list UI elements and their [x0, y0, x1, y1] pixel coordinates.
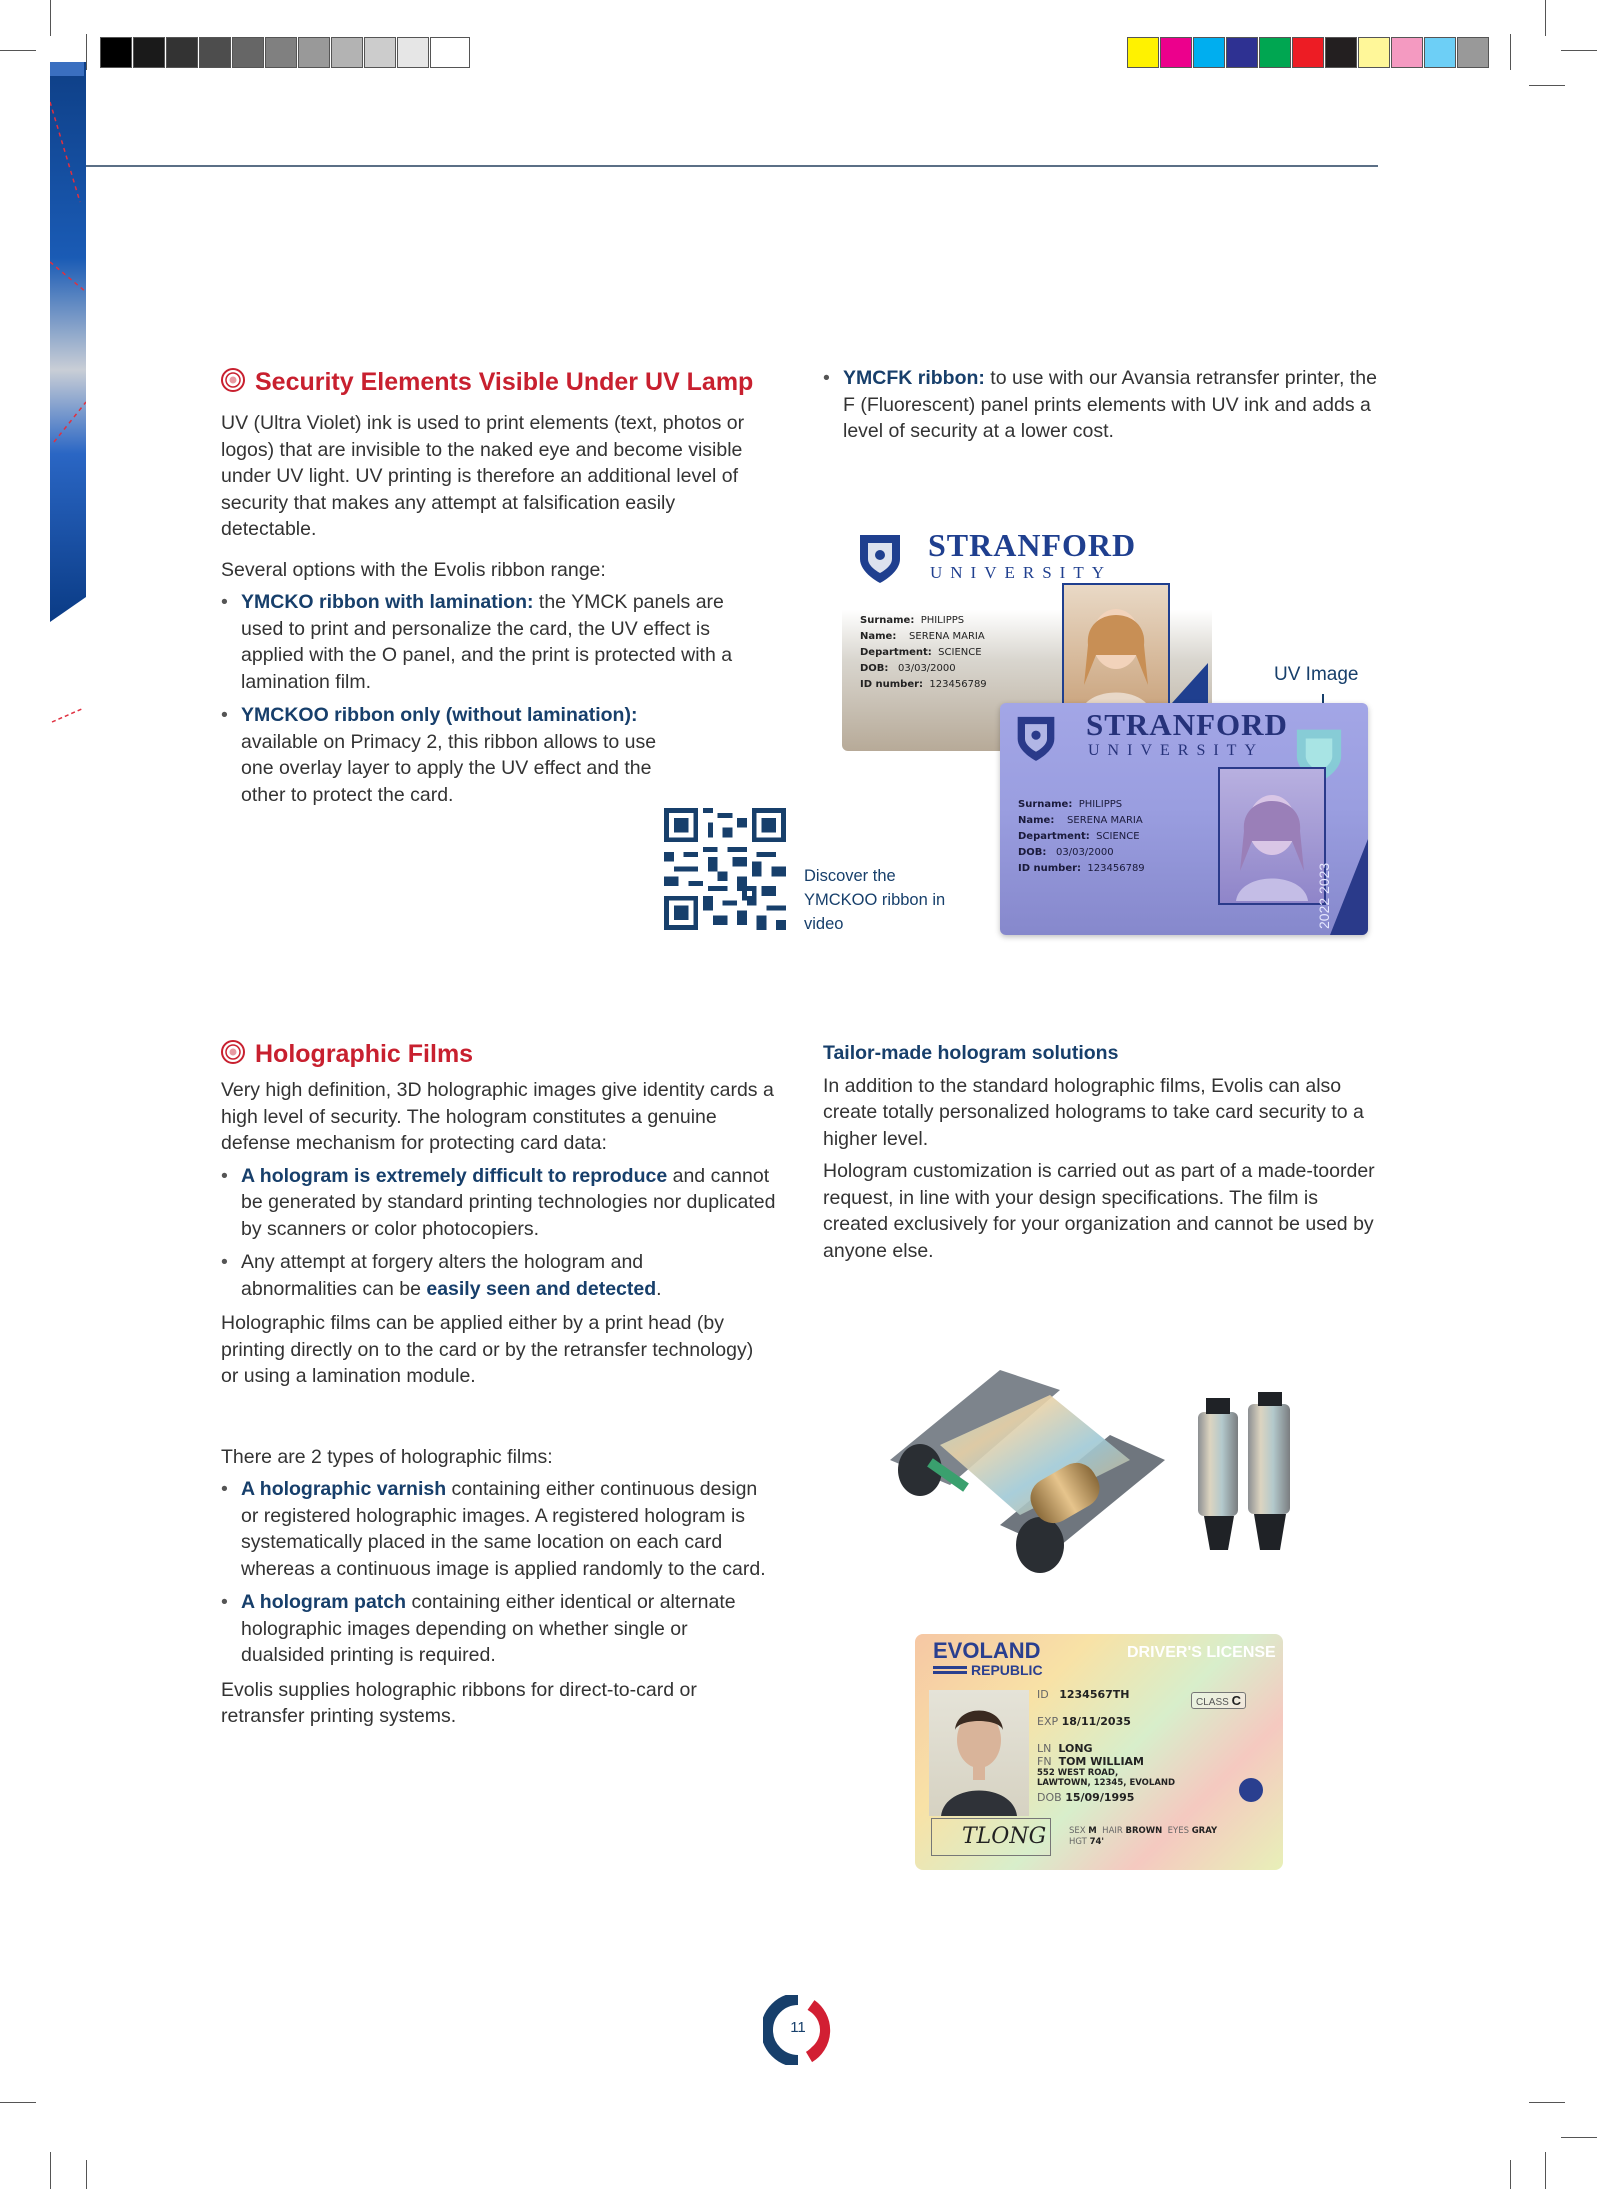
license-address-2: LAWTOWN, 12345, EVOLAND: [1037, 1778, 1176, 1788]
uv-image-label: UV Image: [1274, 664, 1359, 685]
card-corner-triangle: [1172, 663, 1208, 703]
university-sub: UNIVERSITY: [930, 563, 1112, 582]
card-field: DOB: 03/03/2000: [1018, 847, 1114, 858]
card-years: 2022 2023: [1316, 862, 1332, 929]
university-name: STRANFORD: [1086, 707, 1288, 742]
holo-intro: Very high definition, 3D holographic images give identity cards a high level of security. The hologram constitutes a genuine defense mechanism for protecting card data:: [221, 1079, 774, 1154]
uv-ymcfk-item: [823, 365, 1383, 453]
page-number: 11: [790, 2019, 806, 2036]
card-field: ID number: 123456789: [1018, 863, 1145, 874]
card-field: Department: SCIENCE: [1018, 831, 1140, 842]
license-ln: LN LONG: [1037, 1742, 1093, 1755]
license-fn: FN TOM WILLIAM: [1037, 1755, 1144, 1768]
holographic-ribbon-cassette-image: [880, 1350, 1170, 1580]
header-rule: [86, 165, 1378, 167]
license-dob: DOB 15/09/1995: [1037, 1791, 1135, 1804]
license-signature: TLONG: [931, 1818, 1051, 1856]
license-doc-type: DRIVER'S LICENSE: [1127, 1644, 1276, 1661]
tailor-p1: In addition to the standard holographic films, Evolis can also create totally personalized holograms to take card security to a higher level.: [823, 1074, 1364, 1150]
uv-options-intro: Several options with the Evolis ribbon range:: [221, 558, 606, 581]
list-item: • A hologram is extremely difficult to reproduce and cannot be generated by standard printing technologies nor duplicated by scanners or color photocopiers.: [221, 1163, 781, 1243]
tailor-p2: Hologram customization is carried out as part of a made-toorder request, in line with your design specifications. The film is created exclusively for your organization and cannot be used by anyone else.: [823, 1160, 1375, 1262]
card-field: Name: SERENA MARIA: [860, 631, 985, 642]
qr-code[interactable]: [664, 808, 786, 930]
holo-closing: Evolis supplies holographic ribbons for direct-to-card or retransfer printing systems.: [221, 1678, 697, 1727]
holo-types-intro: There are 2 types of holographic films:: [221, 1445, 553, 1468]
tailor-title: Tailor-made hologram solutions: [823, 1042, 1119, 1064]
card-field: Surname: PHILIPPS: [860, 615, 965, 626]
university-crest-icon: [856, 529, 904, 585]
list-item: • A holographic varnish containing either continuous design or registered holographic images. A registered hologram is systematically placed in the same location on each card whereas a continuous image is applied randomly to the card.: [221, 1476, 766, 1582]
uv-intro: UV (Ultra Violet) ink is used to print elements (text, photos or logos) that are invisible to the naked eye and become visible under UV light. UV printing is therefore an additional level of security that makes any attempt at falsification easily detectable.: [221, 412, 745, 540]
uv-section-body: [221, 410, 781, 816]
university-name: STRANFORD: [928, 527, 1137, 563]
qr-caption: Discover the YMCKOO ribbon in video: [804, 867, 946, 933]
license-physical-row: SEX M HAIR BROWN EYES GRAY HGT 74': [1069, 1826, 1218, 1847]
student-card-uv: [1000, 703, 1368, 935]
holo-types-list: [221, 1476, 766, 1669]
id-photo: [1218, 767, 1326, 905]
target-bullet-icon: [220, 367, 246, 393]
university-crest-icon: [1014, 711, 1058, 763]
left-decorative-strip: [50, 62, 86, 622]
license-photo: [929, 1690, 1029, 1816]
card-field: Department: SCIENCE: [860, 647, 982, 658]
license-seal-icon: [1239, 1778, 1263, 1802]
license-class-badge: CLASS C: [1191, 1692, 1246, 1709]
id-photo: [1062, 583, 1170, 717]
target-bullet-icon: [220, 1039, 246, 1065]
red-dashed-mark: [50, 700, 86, 730]
uv-section-title: Security Elements Visible Under UV Lamp: [255, 368, 754, 396]
license-flag-stripes: [933, 1666, 967, 1674]
card-field: ID number: 123456789: [860, 679, 987, 690]
drivers-license-card: [915, 1634, 1283, 1870]
card-field: DOB: 03/03/2000: [860, 663, 956, 674]
license-exp: EXP 18/11/2035: [1037, 1715, 1131, 1728]
card-field: Surname: PHILIPPS: [1018, 799, 1123, 810]
holo-benefit-list: [221, 1163, 781, 1303]
page-number-badge: [763, 1995, 833, 2065]
license-id: ID 1234567TH: [1037, 1688, 1130, 1701]
holo-section-title: Holographic Films: [255, 1040, 474, 1068]
holo-application: Holographic films can be applied either by a print head (by printing directly on to the card or by the retransfer technology) or using a lamination module.: [221, 1312, 754, 1387]
list-item: • A hologram patch containing either identical or alternate holographic images depending on whether single or dualsided printing is required.: [221, 1589, 771, 1669]
hologram-ribbon-rolls-image: [1190, 1390, 1302, 1560]
uv-ribbon-list: [221, 589, 761, 808]
holo-section-body: [221, 1077, 781, 1744]
university-sub: UNIVERSITY: [1088, 742, 1264, 759]
list-item: • YMCKO ribbon with lamination: the YMCK panels are used to print and personalize the card, the UV effect is applied with the O panel, and the print is protected with a lamination film.: [221, 589, 761, 695]
list-item: • YMCKOO ribbon only (without lamination): available on Primacy 2, this ribbon allows to use one overlay layer to apply the UV effect and the other to protect the card.: [221, 702, 681, 808]
list-item: • Any attempt at forgery alters the hologram and abnormalities can be easily seen and detected.: [221, 1249, 731, 1302]
license-brand: EVOLAND: [933, 1638, 1041, 1663]
list-item: • YMCFK ribbon: to use with our Avansia retransfer printer, the F (Fluorescent) panel prints elements with UV ink and adds a level of security at a lower cost.: [823, 365, 1383, 445]
license-address-1: 552 WEST ROAD,: [1037, 1768, 1119, 1778]
card-field: Name: SERENA MARIA: [1018, 815, 1143, 826]
tailor-made-block: [823, 1040, 1383, 1278]
card-corner-triangle: [1330, 839, 1368, 935]
license-brand-sub: REPUBLIC: [971, 1662, 1043, 1678]
